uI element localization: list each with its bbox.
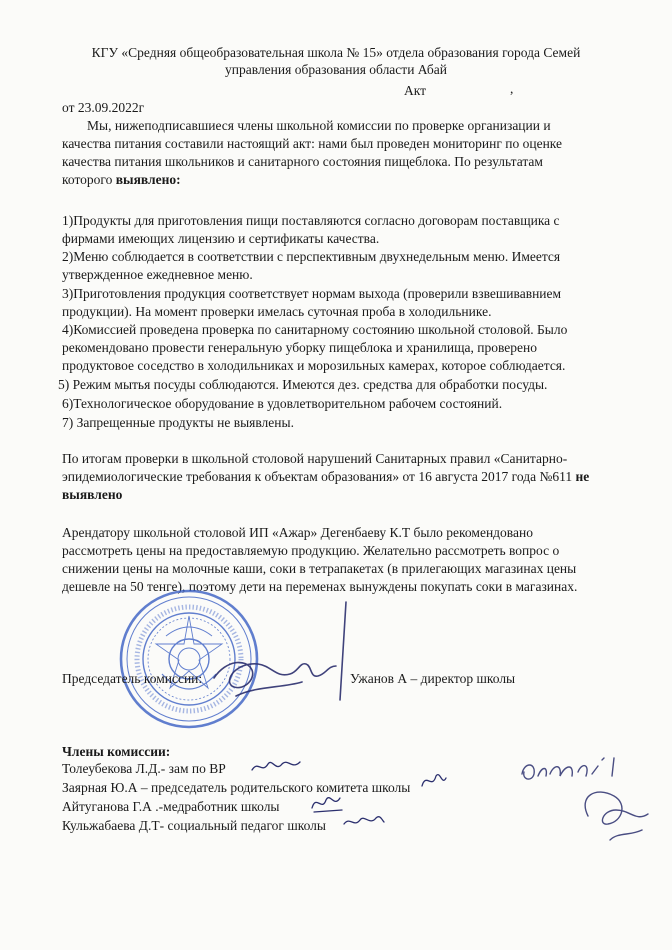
finding-line: 2)Меню соблюдается в соответствии с перспективным двухнедельным меню. Имеется — [62, 249, 561, 264]
conclusion-text: эпидемиологические требования к объектам образования» от 16 августа 2017 года №611 — [62, 469, 576, 484]
finding-line: 7) Запрещенные продукты не выявлены. — [62, 415, 294, 430]
member-line: Толеубекова Л.Д.- зам по ВР — [62, 761, 226, 776]
conclusion-line — [62, 468, 589, 485]
member-line: Заярная Ю.А – председатель родительского комитета школы — [62, 780, 411, 795]
finding-line: рекомендовано провести генеральную уборку пищеблока и хранилища, проверено — [62, 340, 537, 355]
member-line: Кульжабаева Д.Т- социальный педагог школы — [62, 818, 326, 833]
handwritten-note — [518, 752, 658, 852]
conclusion-result: выявлено — [62, 487, 123, 502]
finding-line: 6)Технологическое оборудование в удовлетворительном рабочем состояний. — [62, 396, 503, 411]
header-mark: , — [510, 81, 514, 96]
finding-line: фирмами имеющих лицензию и сертификаты качества. — [62, 231, 380, 246]
intro-line — [62, 171, 181, 188]
document-type: Акт — [404, 83, 427, 98]
conclusion-line: По итогам проверки в школьной столовой нарушений Санитарных правил «Санитарно- — [62, 451, 568, 466]
member-line: Айтуганова Г.А .-медработник школы — [62, 799, 280, 814]
chairman-label: Председатель комиссии: — [62, 671, 203, 686]
director-signature — [206, 600, 356, 710]
recommendation-line: рассмотреть цены на предоставляемую продукцию. Желательно рассмотреть вопрос о — [62, 543, 560, 558]
recommendation-line: дешевле на 50 тенге), поэтому дети на переменах вынуждены покупать соки в магазинах. — [62, 579, 578, 594]
intro-prefix: которого — [62, 172, 116, 187]
intro-result-label: выявлено: — [115, 172, 181, 187]
document-date: от 23.09.2022г — [62, 100, 145, 115]
intro-line: Мы, нижеподписавшиеся члены школьной комиссии по проверке организации и — [87, 118, 551, 133]
finding-line: 3)Приготовления продукция соответствует нормам выхода (проверили взвешивавнием — [62, 286, 562, 301]
recommendation-line: снижении цены на молочные каши, соки в тетрапакетах (в прилегающих магазинах цены — [62, 561, 577, 576]
intro-line: качества питания составили настоящий акт: нами был проведен мониторинг по оценке — [62, 136, 563, 151]
finding-line: продуктовое соседство в холодильниках и морозильных камерах, которое соблюдается. — [62, 358, 566, 373]
member-signature — [340, 808, 386, 834]
member-signature — [248, 754, 308, 778]
members-title: Члены комиссии: — [62, 744, 171, 759]
recommendation-line: Арендатору школьной столовой ИП «Ажар» Дегенбаеву К.Т было рекомендовано — [62, 525, 533, 540]
finding-line: 1)Продукты для приготовления пищи поставляются согласно договорам поставщика с — [62, 213, 560, 228]
finding-line: 5) Режим мытья посуды соблюдаются. Имеются дез. средства для обработки посуды. — [58, 377, 548, 392]
header-org-line: КГУ «Средняя общеобразовательная школа № 15» отдела образования города Семей — [91, 45, 581, 60]
header-region-line: управления образования области Абай — [225, 62, 447, 77]
finding-line: продукции). На момент проверки имелась суточная проба в холодильнике. — [62, 304, 492, 319]
conclusion-bold: не — [575, 469, 590, 484]
finding-line: утвержденное ежедневное меню. — [62, 267, 253, 282]
finding-line: 4)Комиссией проведена проверка по санитарному состоянию школьной столовой. Было — [62, 322, 568, 337]
member-signature — [418, 768, 448, 792]
intro-line: качества питания школьников и санитарного состояния пищеблока. По результатам — [62, 154, 543, 169]
chairman-name: Ужанов А – директор школы — [350, 671, 516, 686]
